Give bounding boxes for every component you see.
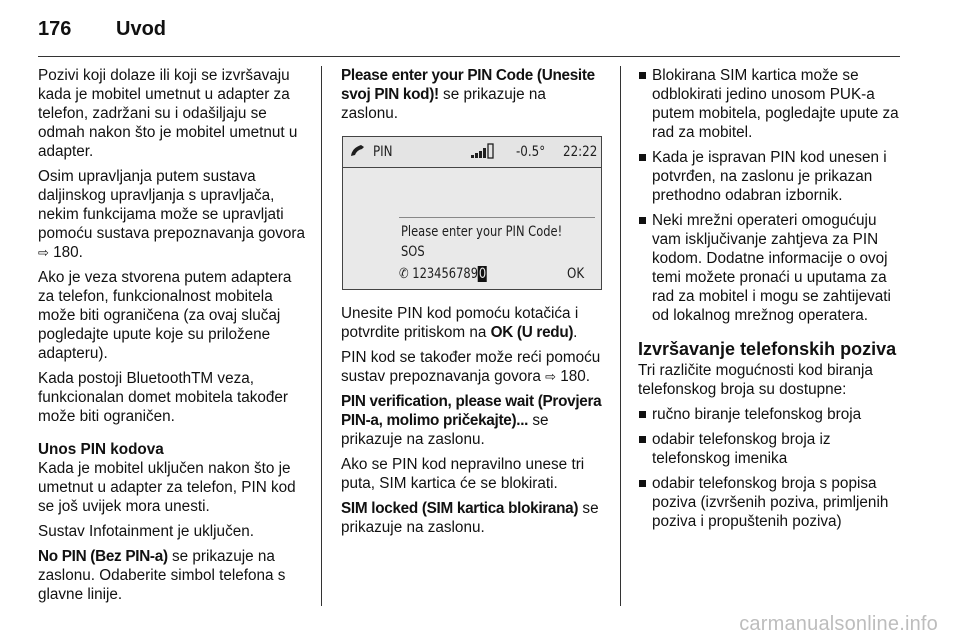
paragraph: Pozivi koji dolaze ili koji se izvršavaju kada je mobitel umetnut u adapter za telefon, zadržani su i odašiljaju se odmah nakon što je mobitel umetnut u adapter.	[38, 67, 298, 160]
page-header	[38, 18, 166, 41]
paragraph-text: se prikazuje na zaslonu.	[341, 86, 546, 122]
column-3	[638, 66, 906, 537]
list-item	[638, 66, 906, 142]
paragraph: Kada je mobitel uključen nakon što je umetnut u adapter za telefon, PIN kod se još uvijek mora unesti.	[38, 460, 296, 515]
page-number: 176	[38, 18, 72, 40]
paragraph	[341, 304, 606, 342]
display-message: Please enter your PIN Code (Unesite svoj PIN kod)!	[341, 67, 595, 103]
header-rule	[38, 56, 900, 57]
pin-digits: 123456789	[412, 266, 479, 282]
paragraph	[341, 499, 606, 537]
paragraph-text: .	[573, 324, 578, 341]
paragraph: Kada postoji BluetoothTM veza, funkcionalan domet mobitela također može biti ograničen.	[38, 370, 289, 425]
paragraph-text: se prikazuje na zaslonu.	[341, 500, 599, 536]
paragraph	[341, 66, 606, 123]
list-item	[638, 211, 906, 325]
sos-option: SOS	[401, 244, 425, 260]
screen-status-bar	[343, 137, 601, 168]
list-item-text: odabir telefonskog broja iz telefonskog imenika	[652, 431, 831, 467]
call-icon: ✆	[399, 266, 409, 282]
list-item-text: Kada je ispravan PIN kod unesen i potvrđen, na zaslonu je prikazan prethodno odabran izbornik.	[652, 149, 887, 204]
paragraph	[38, 167, 306, 262]
paragraph: Ako je veza stvorena putem adaptera za telefon, funkcionalnost mobitela može biti ograničena (za ovaj slučaj pogledajte upute koje su priložene adapteru).	[38, 269, 292, 362]
bullet-square-icon	[639, 436, 646, 443]
dialing-options-list	[638, 405, 906, 531]
bullet-square-icon	[639, 154, 646, 161]
reference-arrow-icon: ⇨	[38, 245, 49, 260]
section-heading: Izvršavanje telefonskih poziva	[638, 339, 897, 359]
reference-arrow-icon: ⇨	[545, 369, 556, 384]
list-item	[638, 430, 906, 468]
column-divider-1	[321, 66, 322, 606]
paragraph-text: PIN kod se također može reći pomoću sustav prepoznavanja govora	[341, 349, 601, 385]
sub-heading: Unos PIN kodova	[38, 441, 164, 458]
list-item	[638, 474, 906, 531]
page-title: Uvod	[116, 18, 166, 40]
watermark: carmanualsonline.info	[739, 613, 938, 635]
pin-prompt-message: Please enter your PIN Code!	[401, 224, 563, 240]
column-1	[38, 66, 306, 610]
ok-option: OK	[567, 266, 585, 282]
notes-list	[638, 66, 906, 325]
bullet-square-icon	[639, 480, 646, 487]
bullet-square-icon	[639, 72, 646, 79]
list-item-text: odabir telefonskog broja s popisa poziva (izvršenih poziva, primljenih poziva i propuštenih poziva)	[652, 475, 889, 530]
bullet-square-icon	[639, 411, 646, 418]
selected-digit: 0	[478, 266, 487, 282]
paragraph	[341, 392, 606, 449]
display-message: PIN verification, please wait (Provjera PIN-a, molimo pričekajte)...	[341, 393, 602, 429]
list-item-text: ručno biranje telefonskog broja	[652, 406, 862, 423]
pin-digit-row	[399, 265, 487, 284]
list-item	[638, 148, 906, 205]
list-item	[638, 405, 906, 424]
paragraph: Ako se PIN kod nepravilno unese tri puta, SIM kartica će se blokirati.	[341, 456, 585, 492]
clock-readout: 22:22	[563, 144, 598, 160]
pin-entry-screen-illustration	[342, 136, 602, 290]
paragraph-text: Osim upravljanja putem sustava daljinskog upravljanja s upravljača, nekim funkcijama može se upravljati pomoću sustava prepoznavanja govora	[38, 168, 306, 242]
temperature-readout: -0.5°	[516, 144, 546, 160]
column-2	[341, 66, 606, 543]
paragraph-text: se prikazuje na zaslonu.	[341, 412, 549, 448]
signal-strength-icon	[471, 143, 495, 165]
list-item-text: Blokirana SIM kartica može se odblokirati jedino unosom PUK-a putem mobitela, pogledajte upute za rad za mobitel.	[652, 67, 899, 141]
display-message: SIM locked (SIM kartica blokirana)	[341, 500, 579, 517]
paragraph-text: se prikazuje na zaslonu. Odaberite simbol telefona s glavne linije.	[38, 548, 286, 603]
list-item-text: Neki mrežni operateri omogućuju vam isključivanje zahtjeva za PIN kodom. Dodatne informacije o ovoj temi možete pronaći u uputama za rad za mobitel i mogu se zahtijevati od lokalnog mrežnog operatera.	[652, 212, 891, 324]
screen-divider	[399, 217, 595, 218]
display-message: No PIN (Bez PIN-a)	[38, 548, 168, 565]
paragraph	[341, 348, 606, 386]
control-label: OK (U redu)	[490, 324, 574, 341]
paragraph	[38, 547, 306, 604]
paragraph: Sustav Infotainment je uključen.	[38, 523, 254, 540]
paragraph: Tri različite mogućnosti kod biranja telefonskog broja su dostupne:	[638, 362, 873, 398]
paragraph-text: Unesite PIN kod pomoću kotačića i potvrdite pritiskom na	[341, 305, 579, 341]
phone-handset-icon	[349, 142, 367, 166]
bullet-square-icon	[639, 217, 646, 224]
screen-title: PIN	[373, 144, 393, 160]
page-reference[interactable]: 180.	[53, 244, 83, 261]
page-reference[interactable]: 180.	[560, 368, 591, 385]
column-divider-2	[620, 66, 621, 606]
